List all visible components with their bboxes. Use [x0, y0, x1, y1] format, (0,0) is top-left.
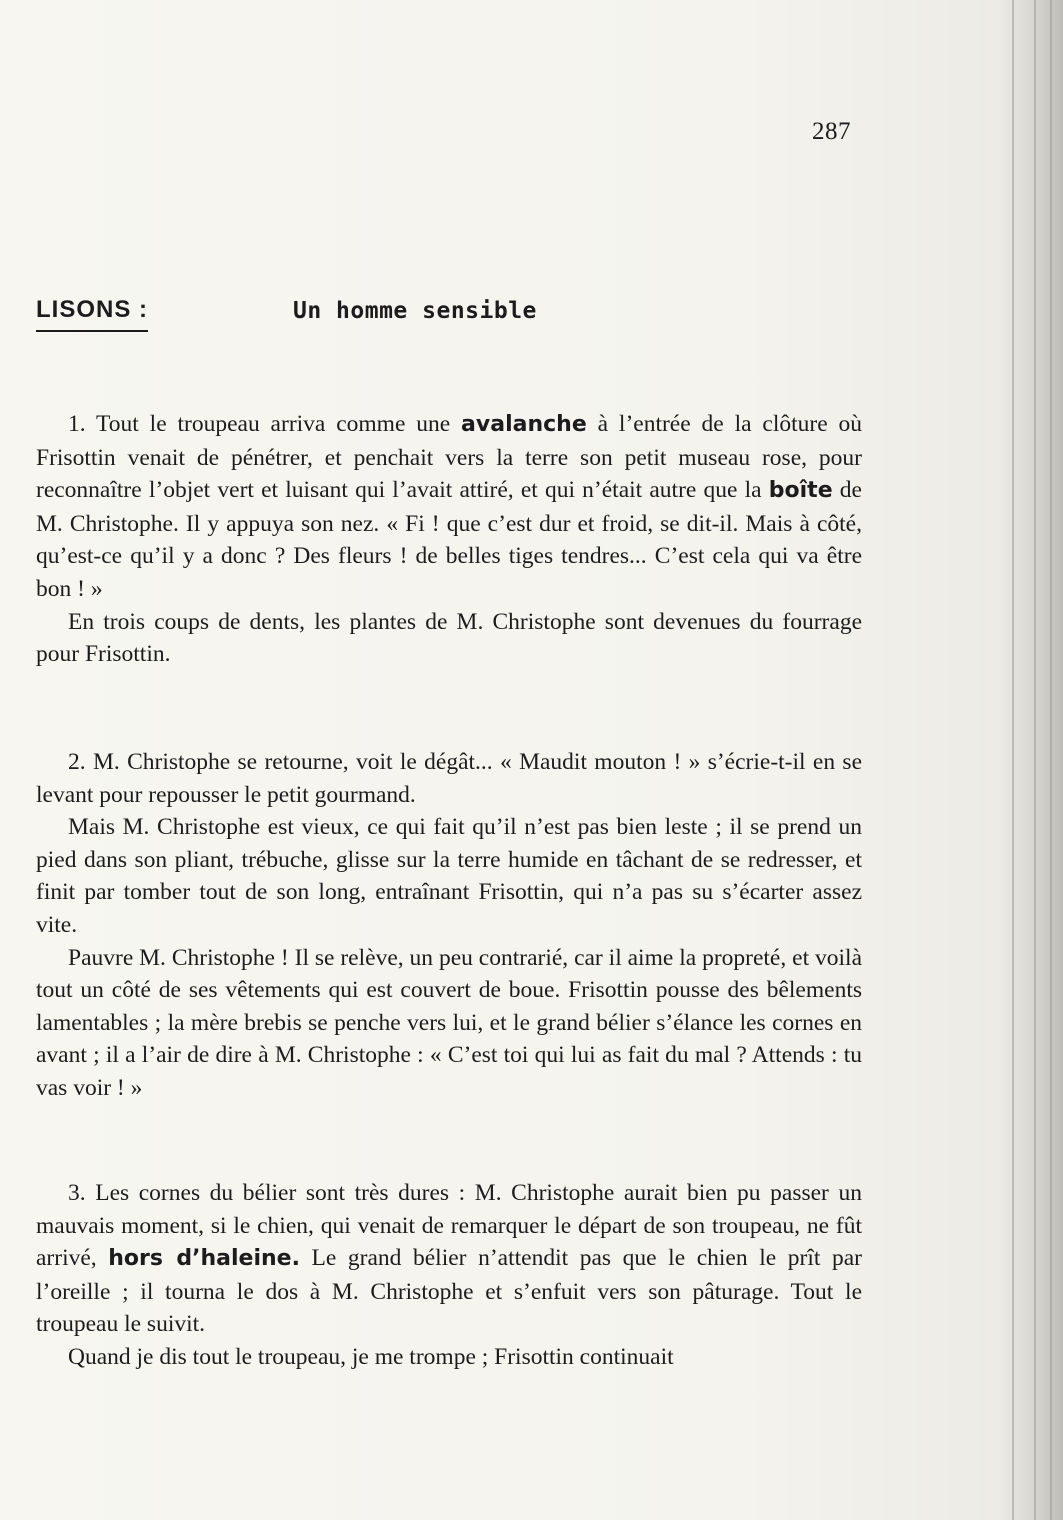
paragraph-text: à l’entrée de la clôture où Frisottin venait de pénétrer, et penchait vers la terre son petit museau rose, pour reconnaître l’objet vert et luisant qui l’avait attiré, et qui n’était autre que la [36, 411, 862, 504]
page-edge [1012, 0, 1014, 1520]
section-label: LISONS : [36, 296, 148, 332]
text-section-2 [36, 746, 862, 1105]
paragraph: Quand je dis tout le troupeau, je me trompe ; Frisottin continuait [68, 1343, 674, 1370]
paragraph-text: 1. Tout le troupeau arriva comme une [68, 411, 462, 437]
paragraph: Pauvre M. Christophe ! Il se relève, un peu contrarié, car il aime la propreté, et voilà tout un côté de ses vêtements qui est couvert de boue. Frisottin pousse des bêlements lamentables ; la mère brebis se penche vers lui, et le grand bélier s’élance les cornes en avant ; il a l’air de dire à M. Christophe : « C’est toi qui lui as fait du mal ? Attends : tu vas voir ! » [36, 944, 862, 1101]
page-edge [1034, 0, 1036, 1520]
paragraph: 2. M. Christophe se retourne, voit le dégât... « Maudit mouton ! » s’écrie-t-il en se levant pour repousser le petit gourmand. [36, 749, 862, 808]
paragraph [36, 408, 862, 606]
bold-term: hors d’haleine. [108, 1246, 300, 1272]
page-edge [1050, 0, 1052, 1520]
paragraph [36, 1177, 862, 1341]
paragraph-text: de M. Christophe. Il y appuya son nez. « Fi ! que c’est dur et froid, se dit-il. Mais à côté, qu’est-ce qu’il y a donc ? Des fleurs ! de belles tiges tendres... C’est cela qui va être bon ! » [36, 477, 862, 602]
bold-term: avalanche [461, 412, 587, 437]
bold-term: boîte [768, 478, 833, 504]
paragraph-text: Le grand bélier n’attendit pas que le chien le prît par l’oreille ; il tourna le dos à M. Christophe et s’enfuit vers son pâturage. Tout le troupeau le suivit. [36, 1245, 862, 1338]
paragraph-text: 3. Les cornes du bélier sont très dures : M. Christophe aurait bien pu passer un mauvais moment, si le chien, qui venait de remarquer le départ de son troupeau, ne fût arrivé, [36, 1180, 862, 1272]
text-section-1 [36, 408, 862, 671]
text-section-3 [36, 1177, 862, 1374]
paragraph: Mais M. Christophe est vieux, ce qui fait qu’il n’est pas bien leste ; il se prend un pied dans son pliant, trébuche, glisse sur la terre humide en tâchant de se redresser, et finit par tomber tout de son long, entraînant Frisottin, qui n’a pas su s’écarter assez vite. [36, 814, 862, 938]
lesson-title: Un homme sensible [293, 298, 537, 324]
paragraph: En trois coups de dents, les plantes de M. Christophe sont devenues du fourrage pour Frisottin. [36, 608, 862, 668]
page-number: 287 [812, 118, 851, 145]
